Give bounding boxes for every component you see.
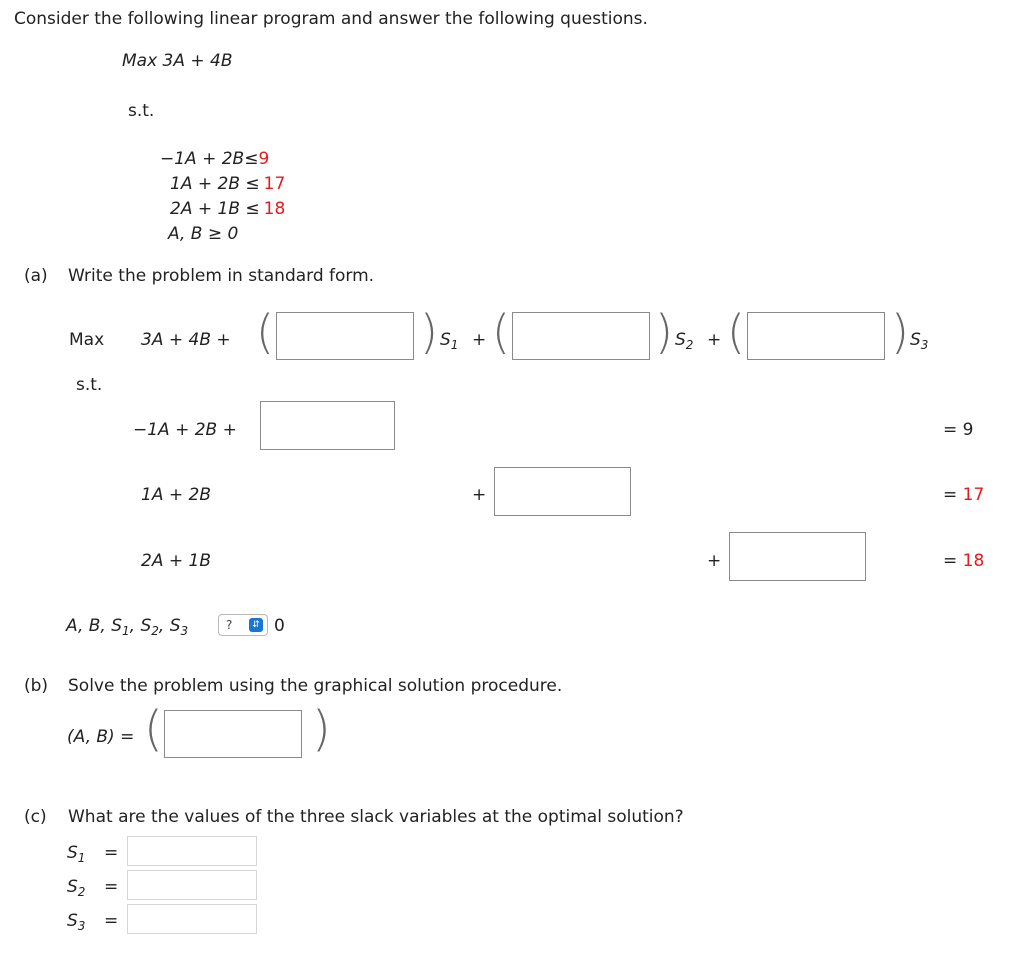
obj-coef-s2-input[interactable] — [512, 312, 650, 360]
std-objective-prefix: 3A + 4B + — [141, 330, 231, 350]
row3-eq: = — [943, 551, 958, 571]
nonneg-s3: S — [169, 616, 181, 636]
row1-lhs: −1A + 2B + — [133, 420, 237, 440]
slack-s1-sub: 1 — [77, 851, 86, 865]
row3-plus: + — [707, 551, 722, 571]
lp-constraint-3 — [170, 198, 285, 220]
nonneg-rhs: 0 — [274, 616, 285, 636]
part-b-prompt: Solve the problem using the graphical solution procedure. — [68, 676, 563, 696]
intro-text: Consider the following linear program and answer the following questions. — [14, 9, 648, 29]
row2-rhs — [943, 484, 984, 506]
row1-rhs: = 9 — [943, 420, 974, 440]
chevron-updown-icon: ⇵ — [249, 618, 263, 632]
slack-s1-label — [67, 842, 85, 869]
lp-constraint-1-lhs: −1A + 2B — [160, 149, 245, 169]
lp-constraint-1 — [160, 148, 269, 170]
lp-constraint-3-op: ≤ — [245, 199, 260, 219]
lp-constraint-3-lhs: 2A + 1B — [170, 199, 246, 219]
obj-s3-sub: 3 — [920, 338, 929, 352]
obj-coef-s1-input[interactable] — [276, 312, 414, 360]
part-c-label: (c) — [24, 807, 47, 827]
slack-s3-label — [67, 910, 85, 937]
nonneg-sub3: 3 — [180, 624, 189, 638]
obj-coef-s3-input[interactable] — [747, 312, 885, 360]
part-a-prompt: Write the problem in standard form. — [68, 266, 375, 286]
obj-paren-open-2: ( — [492, 305, 510, 359]
ab-solution-input[interactable] — [164, 710, 302, 758]
obj-plus-1: + — [472, 330, 487, 350]
row2-s2-coef-input[interactable] — [494, 467, 631, 516]
nonneg-relation-select[interactable] — [218, 614, 268, 636]
slack-s2-sub: 2 — [77, 885, 86, 899]
slack-s3-sub: 3 — [77, 919, 86, 933]
nonneg-s2: S — [140, 616, 152, 636]
obj-paren-close-1: ) — [420, 305, 438, 359]
slack-s2-eq: = — [104, 877, 119, 897]
lp-constraint-1-rhs: 9 — [258, 149, 270, 169]
row2-rhs-value: 17 — [962, 485, 985, 505]
lp-constraint-2-op: ≤ — [245, 174, 260, 194]
row3-lhs: 2A + 1B — [141, 551, 211, 571]
nonneg-sub1: 1 — [122, 624, 130, 638]
row3-rhs-value: 18 — [962, 551, 985, 571]
obj-s2 — [675, 329, 693, 356]
obj-plus-2: + — [707, 330, 722, 350]
slack-s3-input[interactable] — [127, 904, 257, 934]
obj-s1-letter: S — [440, 330, 451, 350]
obj-paren-open-3: ( — [727, 305, 745, 359]
slack-s1-input[interactable] — [127, 836, 257, 866]
part-b-label: (b) — [24, 676, 49, 696]
obj-paren-open-1: ( — [256, 305, 274, 359]
ab-label: (A, B) = — [67, 727, 135, 747]
slack-s2-label — [67, 876, 85, 903]
ab-paren-open: ( — [144, 701, 163, 757]
obj-s3-letter: S — [910, 330, 921, 350]
lp-st: s.t. — [128, 101, 155, 121]
obj-s3 — [910, 329, 928, 356]
lp-constraint-2-rhs: 17 — [263, 174, 286, 194]
lp-constraint-2 — [170, 173, 285, 195]
row2-eq: = — [943, 485, 958, 505]
part-c-prompt: What are the values of the three slack variables at the optimal solution? — [68, 807, 684, 827]
slack-s2-input[interactable] — [127, 870, 257, 900]
row2-lhs: 1A + 2B — [141, 485, 211, 505]
lp-nonneg: A, B ≥ 0 — [168, 224, 239, 244]
ab-paren-close: ) — [312, 701, 331, 757]
slack-s1-letter: S — [67, 843, 78, 863]
slack-s1-eq: = — [104, 843, 119, 863]
nonneg-vars-text: A, B, S — [66, 616, 123, 636]
lp-objective: Max 3A + 4B — [122, 51, 233, 71]
row1-s1-coef-input[interactable] — [260, 401, 395, 450]
lp-constraint-2-lhs: 1A + 2B — [170, 174, 246, 194]
lp-constraint-3-rhs: 18 — [263, 199, 286, 219]
nonneg-comma-1: , — [129, 616, 136, 636]
slack-s3-eq: = — [104, 911, 119, 931]
lp-constraint-1-op: ≤ — [244, 149, 259, 169]
nonneg-vars — [66, 615, 188, 642]
slack-s2-letter: S — [67, 877, 78, 897]
nonneg-sub2: 2 — [151, 624, 159, 638]
obj-s2-letter: S — [675, 330, 686, 350]
obj-paren-close-3: ) — [891, 305, 909, 359]
nonneg-comma-2: , — [158, 616, 165, 636]
obj-s2-sub: 2 — [685, 338, 694, 352]
obj-paren-close-2: ) — [655, 305, 673, 359]
select-value: ? — [226, 618, 233, 632]
row3-s3-coef-input[interactable] — [729, 532, 866, 581]
row2-plus: + — [472, 485, 487, 505]
row3-rhs — [943, 550, 984, 572]
std-st: s.t. — [76, 375, 103, 395]
obj-s1 — [440, 329, 458, 356]
part-a-label: (a) — [24, 266, 48, 286]
slack-s3-letter: S — [67, 911, 78, 931]
std-max-label: Max — [69, 330, 105, 350]
obj-s1-sub: 1 — [450, 338, 459, 352]
